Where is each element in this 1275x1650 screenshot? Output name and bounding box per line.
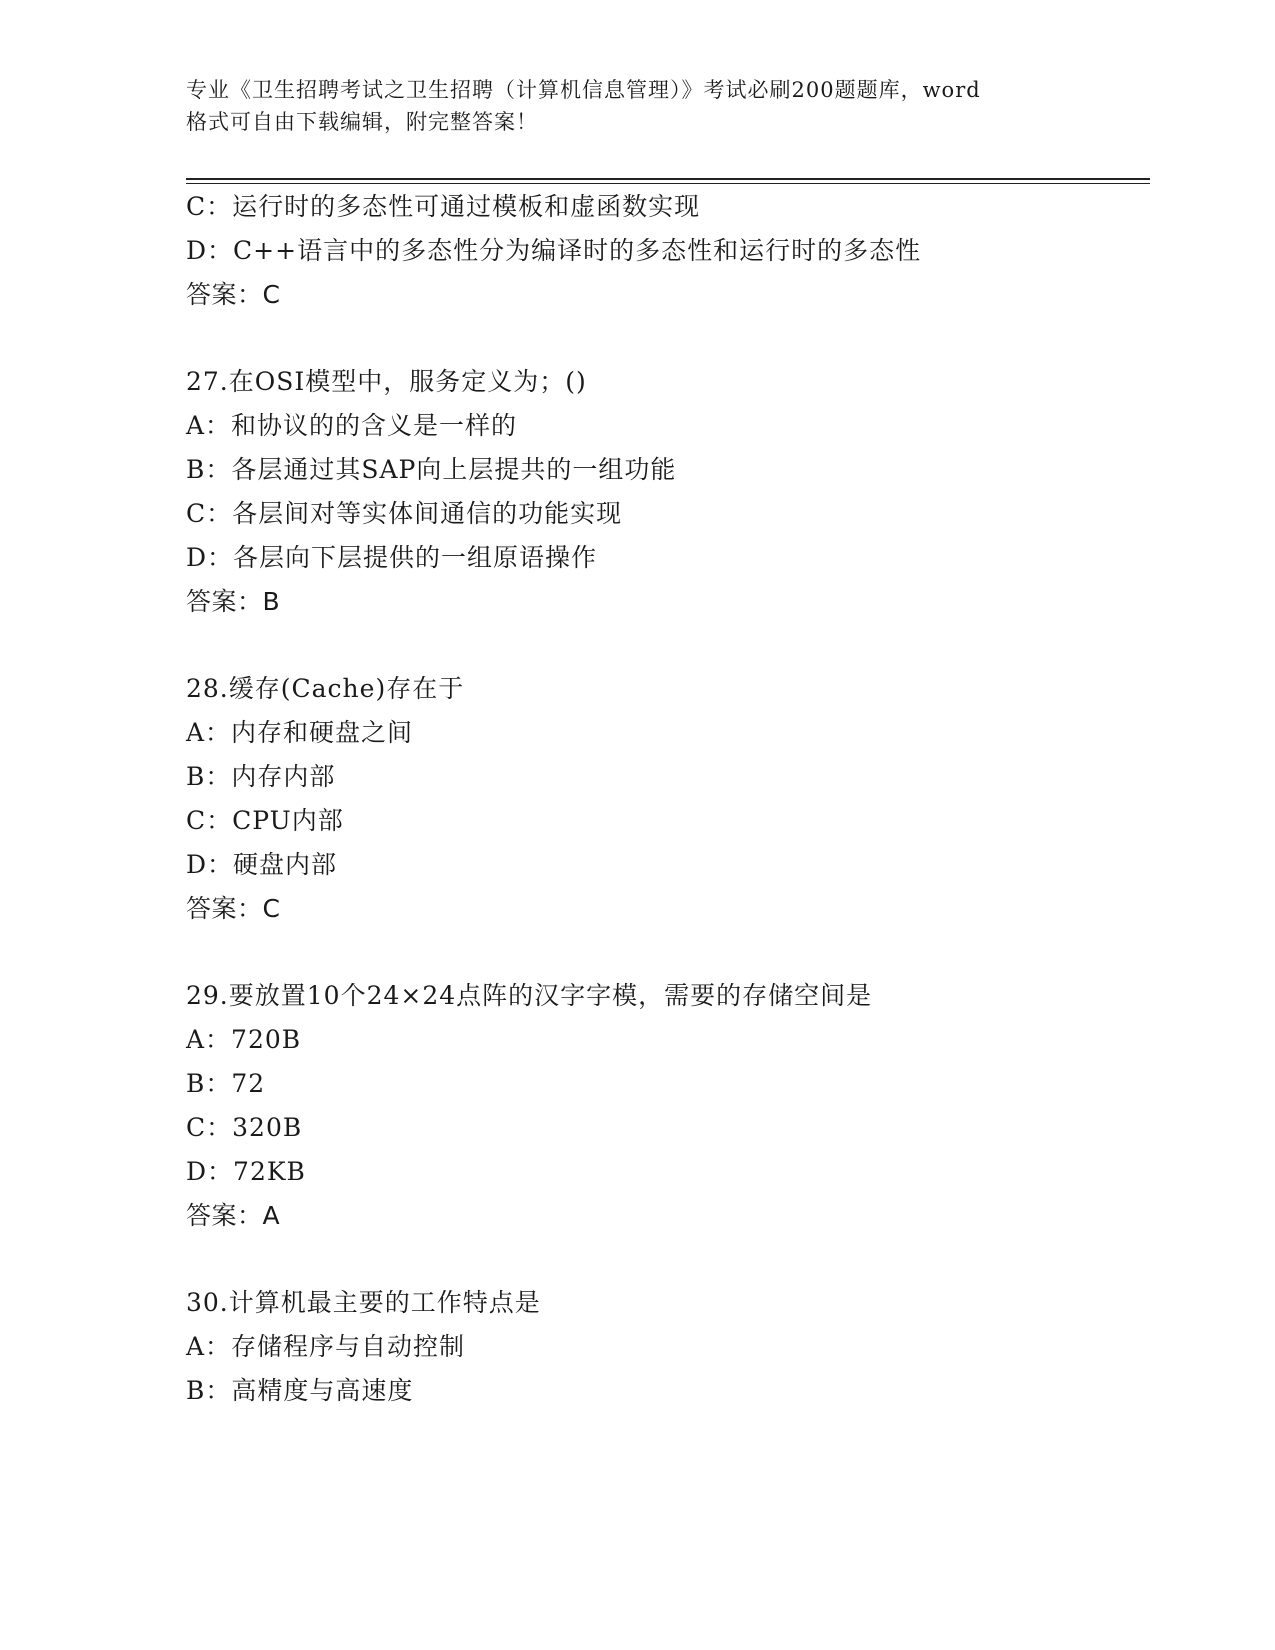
question-stem: 28.缓存(Cache)存在于	[186, 674, 465, 703]
option-b: B：内存内部	[186, 762, 336, 791]
option-d: D：各层向下层提供的一组原语操作	[186, 543, 598, 572]
header-line-1: 专业《卫生招聘考试之卫生招聘（计算机信息管理）》考试必刷200题题库，word	[186, 78, 981, 102]
option-b: B：72	[186, 1069, 266, 1098]
option-c: C：320B	[186, 1113, 303, 1142]
option-c: C：各层间对等实体间通信的功能实现	[186, 499, 623, 528]
option-a: A：内存和硬盘之间	[186, 718, 414, 747]
option-b: B：高精度与高速度	[186, 1376, 414, 1405]
answer: 答案：C	[186, 894, 281, 923]
option-d: D：硬盘内部	[186, 850, 338, 879]
option-c: C：CPU内部	[186, 806, 344, 835]
header-line-2: 格式可自由下载编辑，附完整答案！	[186, 110, 538, 134]
option-d: D：72KB	[186, 1157, 306, 1186]
answer: 答案：C	[186, 280, 281, 309]
answer: 答案：A	[186, 1201, 281, 1230]
option-b: B：各层通过其SAP向上层提共的一组功能	[186, 455, 677, 484]
answer: 答案：B	[186, 587, 281, 616]
option-a: A：720B	[186, 1025, 302, 1054]
option-c: C：运行时的多态性可通过模板和虚函数实现	[186, 192, 701, 221]
header-divider-thick	[186, 178, 1150, 180]
document-header	[186, 74, 1086, 138]
question-stem: 30.计算机最主要的工作特点是	[186, 1288, 541, 1317]
question-stem: 27.在OSI模型中，服务定义为；()	[186, 367, 587, 396]
header-divider-thin	[186, 183, 1150, 184]
option-a: A：和协议的的含义是一样的	[186, 411, 518, 440]
option-d: D：C++语言中的多态性分为编译时的多态性和运行时的多态性	[186, 236, 922, 265]
question-stem: 29.要放置10个24×24点阵的汉字字模，需要的存储空间是	[186, 981, 873, 1010]
option-a: A：存储程序与自动控制	[186, 1332, 466, 1361]
